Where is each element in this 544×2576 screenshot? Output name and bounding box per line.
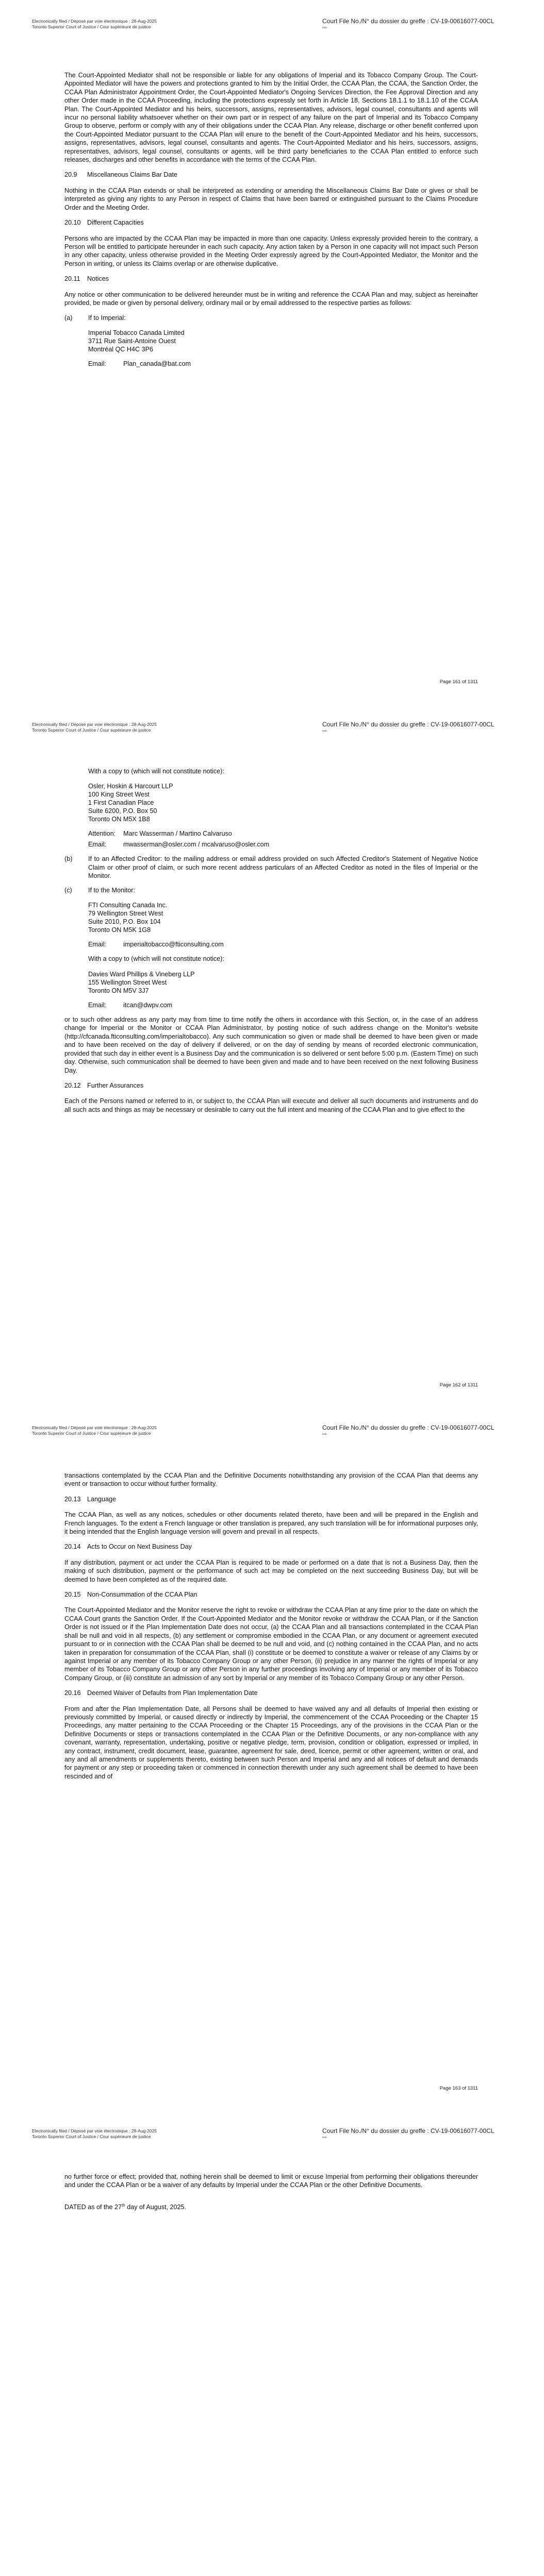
filing-stamp: [32, 1425, 157, 1436]
email-row: [88, 1001, 478, 1009]
filing-stamp-line2: Toronto Superior Court of Justice / Cour supérieure de justice: [32, 727, 151, 733]
filing-stamp-line2: Toronto Superior Court of Justice / Cour supérieure de justice: [32, 24, 151, 29]
page-number: Page 161 of 1311: [439, 679, 478, 685]
section-number: 20.11: [64, 275, 80, 283]
email-label: Email:: [88, 1001, 106, 1009]
filing-stamp-line1: Electronically filed / Déposé par voie électronique : 28-Aug-2025: [32, 19, 157, 24]
email-label: Email:: [88, 940, 106, 948]
section-title: Different Capacities: [87, 219, 144, 227]
document-page-164: [0, 2110, 544, 2576]
section-heading-20-13: [64, 1495, 478, 1503]
section-number: 20.15: [64, 1591, 81, 1599]
paragraph: Each of the Persons named or referred to in, or subject to, the CCAA Plan will execute and deliver all such documents and instruments and do all such acts and things as may be necessary or desirable to carry out the full intent and meaning of the CCAA Plan and to give effect to the: [64, 1097, 478, 1113]
email-row: [88, 840, 478, 849]
section-heading-20-12: [64, 1081, 478, 1090]
address-line: Montréal QC H4C 3P6: [88, 345, 153, 353]
dated-ordinal: th: [122, 2202, 125, 2208]
page-body: [64, 767, 478, 1121]
address-block-osler: [88, 782, 478, 823]
address-block-davies: [88, 970, 478, 995]
court-file-number: Court File No./N° du dossier du greffe : CV-19-00616077-00CL: [322, 721, 494, 728]
section-number: 20.14: [64, 1543, 81, 1551]
list-label: (b): [64, 855, 73, 863]
section-title: Further Assurances: [87, 1081, 144, 1089]
address-line: Toronto ON M5V 3J7: [88, 987, 149, 994]
filing-stamp: [32, 722, 157, 733]
document-page-161: [0, 0, 544, 703]
address-line: Toronto ON M5K 1G8: [88, 926, 151, 934]
list-item-a: [64, 314, 478, 322]
filing-stamp: [32, 19, 157, 30]
paragraph: or to such other address as any party may from time to time notify the others in accordance with this Section, or, in the case of an address change for Imperial or the Monitor or CCAA Plan Administrator, by posting notice of such address change on the Monitor's website (http://cfcanada.fticonsulting.com/imperialtobacco). Any such communication so given or made shall be deemed to have been given or made and to have been received on the day of delivery if delivered, or on the day of sending by means of recorded electronic communication, provided that such day in either event is a Business Day and the communication is so delivered or sent before 5:00 p.m. (Eastern Time) on such day. Otherwise, such communication shall be deemed to have been given and made and to have been received on the next following Business Day.: [64, 1016, 478, 1074]
section-number: 20.16: [64, 1689, 81, 1697]
paragraph: Any notice or other communication to be delivered hereunder must be in writing and reference the CCAA Plan and may, subject as hereinafter provided, be made or given by personal delivery, ordinary mail or by email addressed to the respective parties as follows:: [64, 291, 478, 307]
attention-label: Attention:: [88, 830, 116, 838]
section-heading-20-14: [64, 1543, 478, 1551]
paragraph: The Court-Appointed Mediator shall not be responsible or liable for any obligations of Imperial and its Tobacco Company Group. The Court-Appointed Mediator will have the powers and protections granted to him by the Initial Order, the CCAA Plan, the CCAA, the Sanction Order, the CCAA Plan Administrator Appointment Order, the Court-Appointed Mediator's Ongoing Services Direction, the Fee Approval Direction and any other Order made in the CCAA Proceeding, including the protections expressly set forth in Article 18, Sections 18.1.1 to 18.1.10 of the CCAA Plan. The Court-Appointed Mediator and his heirs, successors, assigns, representatives, advisors, legal counsel, consultants and agents will incur no personal liability whatsoever whether on their own part or in respect of any failure on the part of Imperial and its Tobacco Company Group to observe, perform or comply with any of their obligations under the CCAA Plan. Any release, discharge or other benefit conferred upon the Court-Appointed Mediator pursuant to the CCAA Plan will enure to the benefit of the Court-Appointed Mediator and his heirs, successors, assigns, representatives, advisors, legal counsel, consultants and agents. The Court-Appointed Mediator and his heirs, successors, assigns, representatives, advisors, legal counsel, consultants or agents, will be third party beneficiaries to the CCAA Plan entitled to enforce such releases, discharges and other benefits in accordance with the terms of the CCAA Plan.: [64, 72, 478, 164]
dated-line: [64, 2203, 478, 2211]
list-text: If to the Monitor:: [88, 887, 135, 894]
court-file-number: Court File No./N° du dossier du greffe : CV-19-00616077-00CL: [322, 2127, 494, 2134]
section-number: 20.13: [64, 1495, 81, 1503]
court-file-number: Court File No./N° du dossier du greffe : CV-19-00616077-00CL: [322, 18, 494, 25]
address-line: 100 King Street West: [88, 791, 150, 799]
page-body: [64, 71, 478, 370]
email-value: Plan_canada@bat.com: [123, 360, 191, 367]
email-row: [88, 360, 478, 368]
section-title: Deemed Waiver of Defaults from Plan Implementation Date: [87, 1689, 258, 1697]
page-body: [64, 1471, 478, 1787]
paragraph: transactions contemplated by the CCAA Plan and the Definitive Documents notwithstanding any provision of the CCAA Plan that deems any event or transaction to occur without further formality.: [64, 1472, 478, 1488]
email-value: imperialtobacco@fticonsulting.com: [123, 940, 224, 948]
email-value: mwasserman@osler.com / mcalvaruso@osler.com: [123, 840, 270, 848]
paragraph: no further force or effect; provided that, nothing herein shall be deemed to limit or excuse Imperial from performing their obligations thereunder and under the CCAA Plan or be a waiver of any defaults by Imperial under the CCAA Plan or the other Definitive Documents.: [64, 2173, 478, 2189]
address-line: Suite 6200, P.O. Box 50: [88, 807, 157, 815]
address-block-imperial: [88, 329, 478, 353]
attention-row: [88, 829, 478, 838]
section-number: 20.9: [64, 171, 77, 179]
address-line: Osler, Hoskin & Harcourt LLP: [88, 783, 173, 790]
email-label: Email:: [88, 360, 106, 367]
email-value: itcan@dwpv.com: [123, 1001, 173, 1009]
email-label: Email:: [88, 840, 106, 848]
header-mark: ᵉᵃᵉ: [322, 2136, 327, 2140]
address-line: FTI Consulting Canada Inc.: [88, 901, 168, 909]
list-text: If to Imperial:: [88, 314, 126, 322]
address-line: 155 Wellington Street West: [88, 978, 167, 986]
page-body: [64, 2173, 478, 2218]
section-number: 20.10: [64, 219, 81, 227]
list-item-b: [64, 855, 478, 880]
list-item-c: [64, 886, 478, 894]
copy-note: With a copy to (which will not constitute notice):: [88, 955, 224, 963]
address-line: 1 First Canadian Place: [88, 799, 154, 807]
email-row: [88, 940, 478, 948]
copy-note: With a copy to (which will not constitute notice):: [88, 768, 224, 775]
dated-suffix: day of August, 2025.: [125, 2203, 187, 2211]
section-heading-20-11: [64, 275, 478, 283]
section-title: Notices: [87, 275, 109, 283]
attention-value: Marc Wasserman / Martino Calvaruso: [123, 830, 232, 838]
header-mark: ᵉᵃᵉ: [322, 729, 327, 734]
document-page-162: [0, 703, 544, 1406]
paragraph: The CCAA Plan, as well as any notices, schedules or other documents related thereto, have been and will be prepared in the English and French languages. To the extent a French language or other translation is prepared, any such translation will be for informational purposes only, it being intended that the English language version will govern and prevail in all respects.: [64, 1511, 478, 1536]
address-line: 79 Wellington Street West: [88, 909, 163, 917]
page-number: Page 162 of 1311: [439, 1382, 478, 1388]
paragraph: From and after the Plan Implementation Date, all Persons shall be deemed to have waived any and all defaults of Imperial then existing or previously committed by Imperial, or caused directly or indirectly by Imperial, the commencement of the CCAA Proceeding or the Chapter 15 Proceedings, any matter pertaining to the CCAA Proceeding or the Chapter 15 Proceedings, any of the provisions in the CCAA Plan or the Definitive Documents or steps or transactions contemplated in the CCAA Plan or the Definitive Documents, or any non-compliance with any covenant, warranty, representation, undertaking, positive or negative pledge, term, provision, condition or obligation, expressed or implied, in any contract, instrument, credit document, lease, guarantee, agreement for sale, deed, licence, permit or other agreement, written or oral, and any and all amendments or supplements thereto, existing between such Person and Imperial and any and all notices of default and demands for payment or any step or proceeding taken or commenced in connection therewith under any such agreement shall be deemed to have been rescinded and of: [64, 1705, 478, 1780]
paragraph: Persons who are impacted by the CCAA Plan may be impacted in more than one capacity. Unless expressly provided herein to the contrary, a Person will be entitled to participate hereunder in each such capacity. Any action taken by a Person in one capacity will not impact such Person in any other capacity, unless otherwise provided in the Meeting Order expressly agreed by the Court-Appointed Mediator, the Monitor and the Person in writing, or unless its Claims overlap or are otherwise duplicative.: [64, 234, 478, 267]
header-mark: ᵉᵃᵉ: [322, 26, 327, 30]
list-label: (a): [64, 314, 73, 322]
section-number: 20.12: [64, 1081, 81, 1089]
section-title: Language: [87, 1495, 117, 1503]
address-line: Toronto ON M5X 1B8: [88, 816, 150, 823]
dated-prefix: DATED as of the 27: [64, 2203, 122, 2211]
address-line: Davies Ward Phillips & Vineberg LLP: [88, 970, 195, 978]
filing-stamp-line2: Toronto Superior Court of Justice / Cour supérieure de justice: [32, 1431, 151, 1436]
list-label: (c): [64, 887, 72, 894]
paragraph: The Court-Appointed Mediator and the Monitor reserve the right to revoke or withdraw the CCAA Plan at any time prior to the date on which the CCAA Court grants the Sanction Order. If the Court-Appointed Mediator and the Monitor revoke or withdraw the CCAA Plan, or if the Sanction Order is not issued or if the Plan Implementation Date does not occur, (a) the CCAA Plan and all transactions contemplated in the CCAA Plan shall be null and void in all respects, (b) any settlement or compromise embodied in the CCAA Plan, or any document or agreement executed pursuant to or in connection with the CCAA Plan shall be deemed to be null and void, and (c) nothing contained in the CCAA Plan, and no acts taken in preparation for consummation of the CCAA Plan, shall (i) constitute or be deemed to constitute a waiver or release of any Claims by or against Imperial or any member of its Tobacco Company Group or any other Person, (ii) prejudice in any manner the rights of Imperial or any member of its Tobacco Company Group or any other Person in any further proceedings involving any of Imperial or any member of its Tobacco Company Group, or (iii) constitute an admission of any sort by Imperial or any member of its Tobacco Company Group or any other Person.: [64, 1606, 478, 1682]
address-line: Suite 2010, P.O. Box 104: [88, 918, 161, 925]
section-title: Miscellaneous Claims Bar Date: [87, 171, 177, 179]
filing-stamp-line1: Electronically filed / Déposé par voie électronique : 28-Aug-2025: [32, 2128, 157, 2133]
filing-stamp-line2: Toronto Superior Court of Justice / Cour supérieure de justice: [32, 2134, 151, 2139]
header-mark: ᵉᵃᵉ: [322, 1432, 327, 1437]
page-number: Page 163 of 1311: [439, 2086, 478, 2091]
filing-stamp-line1: Electronically filed / Déposé par voie électronique : 28-Aug-2025: [32, 722, 157, 727]
address-line: Imperial Tobacco Canada Limited: [88, 329, 185, 336]
address-block-fti: [88, 901, 478, 934]
paragraph: Nothing in the CCAA Plan extends or shall be interpreted as extending or amending the Miscellaneous Claims Bar Date or gives or shall be interpreted as giving any rights to any Person in respect of Claims that have been barred or extinguished pursuant to the Claims Procedure Order and the Meeting Order.: [64, 187, 478, 211]
paragraph: If any distribution, payment or act under the CCAA Plan is required to be made or performed on a date that is not a Business Day, then the making of such distribution, payment or the performance of such act may be completed on the next succeeding Business Day, but will be deemed to have been completed as of the required date.: [64, 1558, 478, 1583]
section-title: Non-Consummation of the CCAA Plan: [87, 1591, 197, 1599]
filing-stamp-line1: Electronically filed / Déposé par voie électronique : 28-Aug-2025: [32, 1425, 157, 1430]
section-title: Acts to Occur on Next Business Day: [87, 1543, 192, 1551]
section-heading-20-10: [64, 218, 478, 227]
court-file-number: Court File No./N° du dossier du greffe : CV-19-00616077-00CL: [322, 1424, 494, 1431]
filing-stamp: [32, 2128, 157, 2140]
document-page-163: [0, 1406, 544, 2110]
section-heading-20-16: [64, 1689, 478, 1697]
list-text: If to an Affected Creditor: to the mailing address or email address provided on such Affected Creditor's Statement of Negative Notice Claim or other proof of claim, or such more recent address particulars of an Affected Creditor as noted in the files of Imperial or the Monitor.: [88, 855, 478, 880]
address-line: 3711 Rue Saint-Antoine Ouest: [88, 337, 176, 345]
section-heading-20-9: [64, 171, 478, 179]
section-heading-20-15: [64, 1590, 478, 1599]
